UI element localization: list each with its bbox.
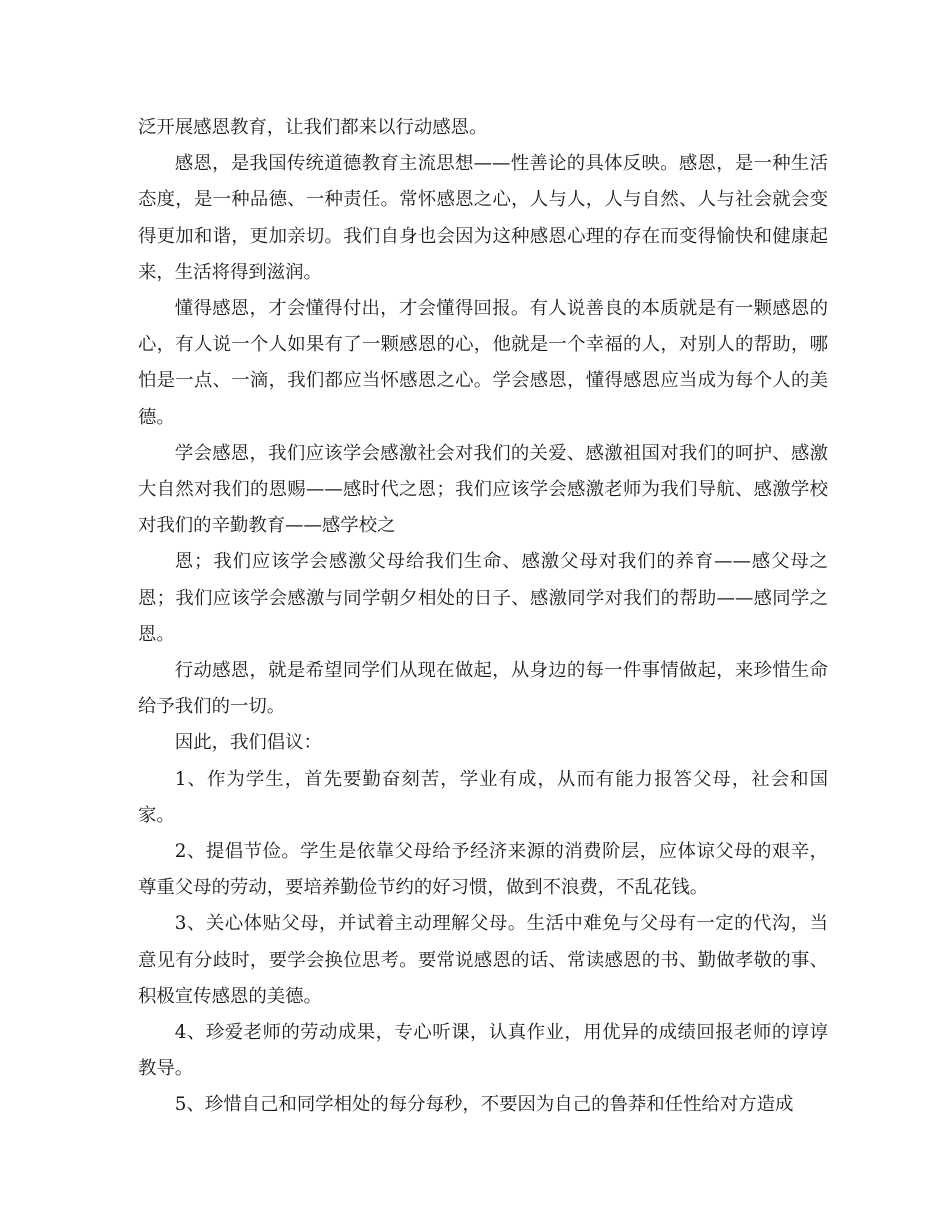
paragraph-act-gratitude: 行动感恩，就是希望同学们从现在做起，从身边的每一件事情做起，来珍惜生命给予我们的一切。 (138, 660, 828, 718)
paragraph-learn-gratitude: 学会感恩，我们应该学会感激社会对我们的关爱、感激祖国对我们的呵护、感激大自然对我们的恩赐——感时代之恩；我们应该学会感激老师为我们导航、感激学校对我们的辛勤教育——感学校之 (138, 442, 828, 537)
list-item-proposal-5: 5、珍惜自己和同学相处的每分每秒，不要因为自己的鲁莽和任性给对方造成 (174, 1094, 794, 1116)
list-item-proposal-4: 4、珍爱老师的劳动成果，专心听课，认真作业，用优异的成绩回报老师的谆谆教导。 (138, 1022, 828, 1080)
list-item-proposal-3: 3、关心体贴父母，并试着主动理解父母。生活中难免与父母有一定的代沟，当意见有分歧时，要学会换位思考。要常说感恩的话、常读感恩的书、勤做孝敬的事、积极宣传感恩的美德。 (138, 913, 828, 1007)
paragraph-gratitude-parents-classmates: 恩；我们应该学会感激父母给我们生命、感激父母对我们的养育——感父母之恩；我们应该学会感激与同学朝夕相处的日子、感激同学对我们的帮助——感同学之恩。 (138, 551, 828, 645)
list-item-proposal-2: 2、提倡节俭。学生是依靠父母给予经济来源的消费阶层，应体谅父母的艰辛，尊重父母的劳动，要培养勤俭节约的好习惯，做到不浪费，不乱花钱。 (138, 841, 828, 899)
paragraph-continuation: 泛开展感恩教育，让我们都来以行动感恩。 (138, 117, 488, 138)
paragraph-gratitude-tradition: 感恩，是我国传统道德教育主流思想——性善论的具体反映。感恩，是一种生活态度，是一种品德、一种责任。常怀感恩之心，人与人，人与自然、人与社会就会变得更加和谐，更加亲切。我们自身也会因为这种感恩心理的存在而变得愉快和健康起来，生活将得到滋润。 (138, 153, 828, 283)
list-item-proposal-1: 1、作为学生，首先要勤奋刻苦，学业有成，从而有能力报答父母，社会和国家。 (138, 768, 828, 826)
paragraph-proposal-intro: 因此，我们倡议： (174, 732, 322, 754)
paragraph-understand-gratitude: 懂得感恩，才会懂得付出，才会懂得回报。有人说善良的本质就是有一颗感恩的心，有人说一个人如果有了一颗感恩的心，他就是一个幸福的人，对别人的帮助，哪怕是一点、一滴，我们都应当怀感恩之心。学会感恩，懂得感恩应当成为每个人的美德。 (138, 298, 828, 428)
document-page (138, 110, 828, 1124)
